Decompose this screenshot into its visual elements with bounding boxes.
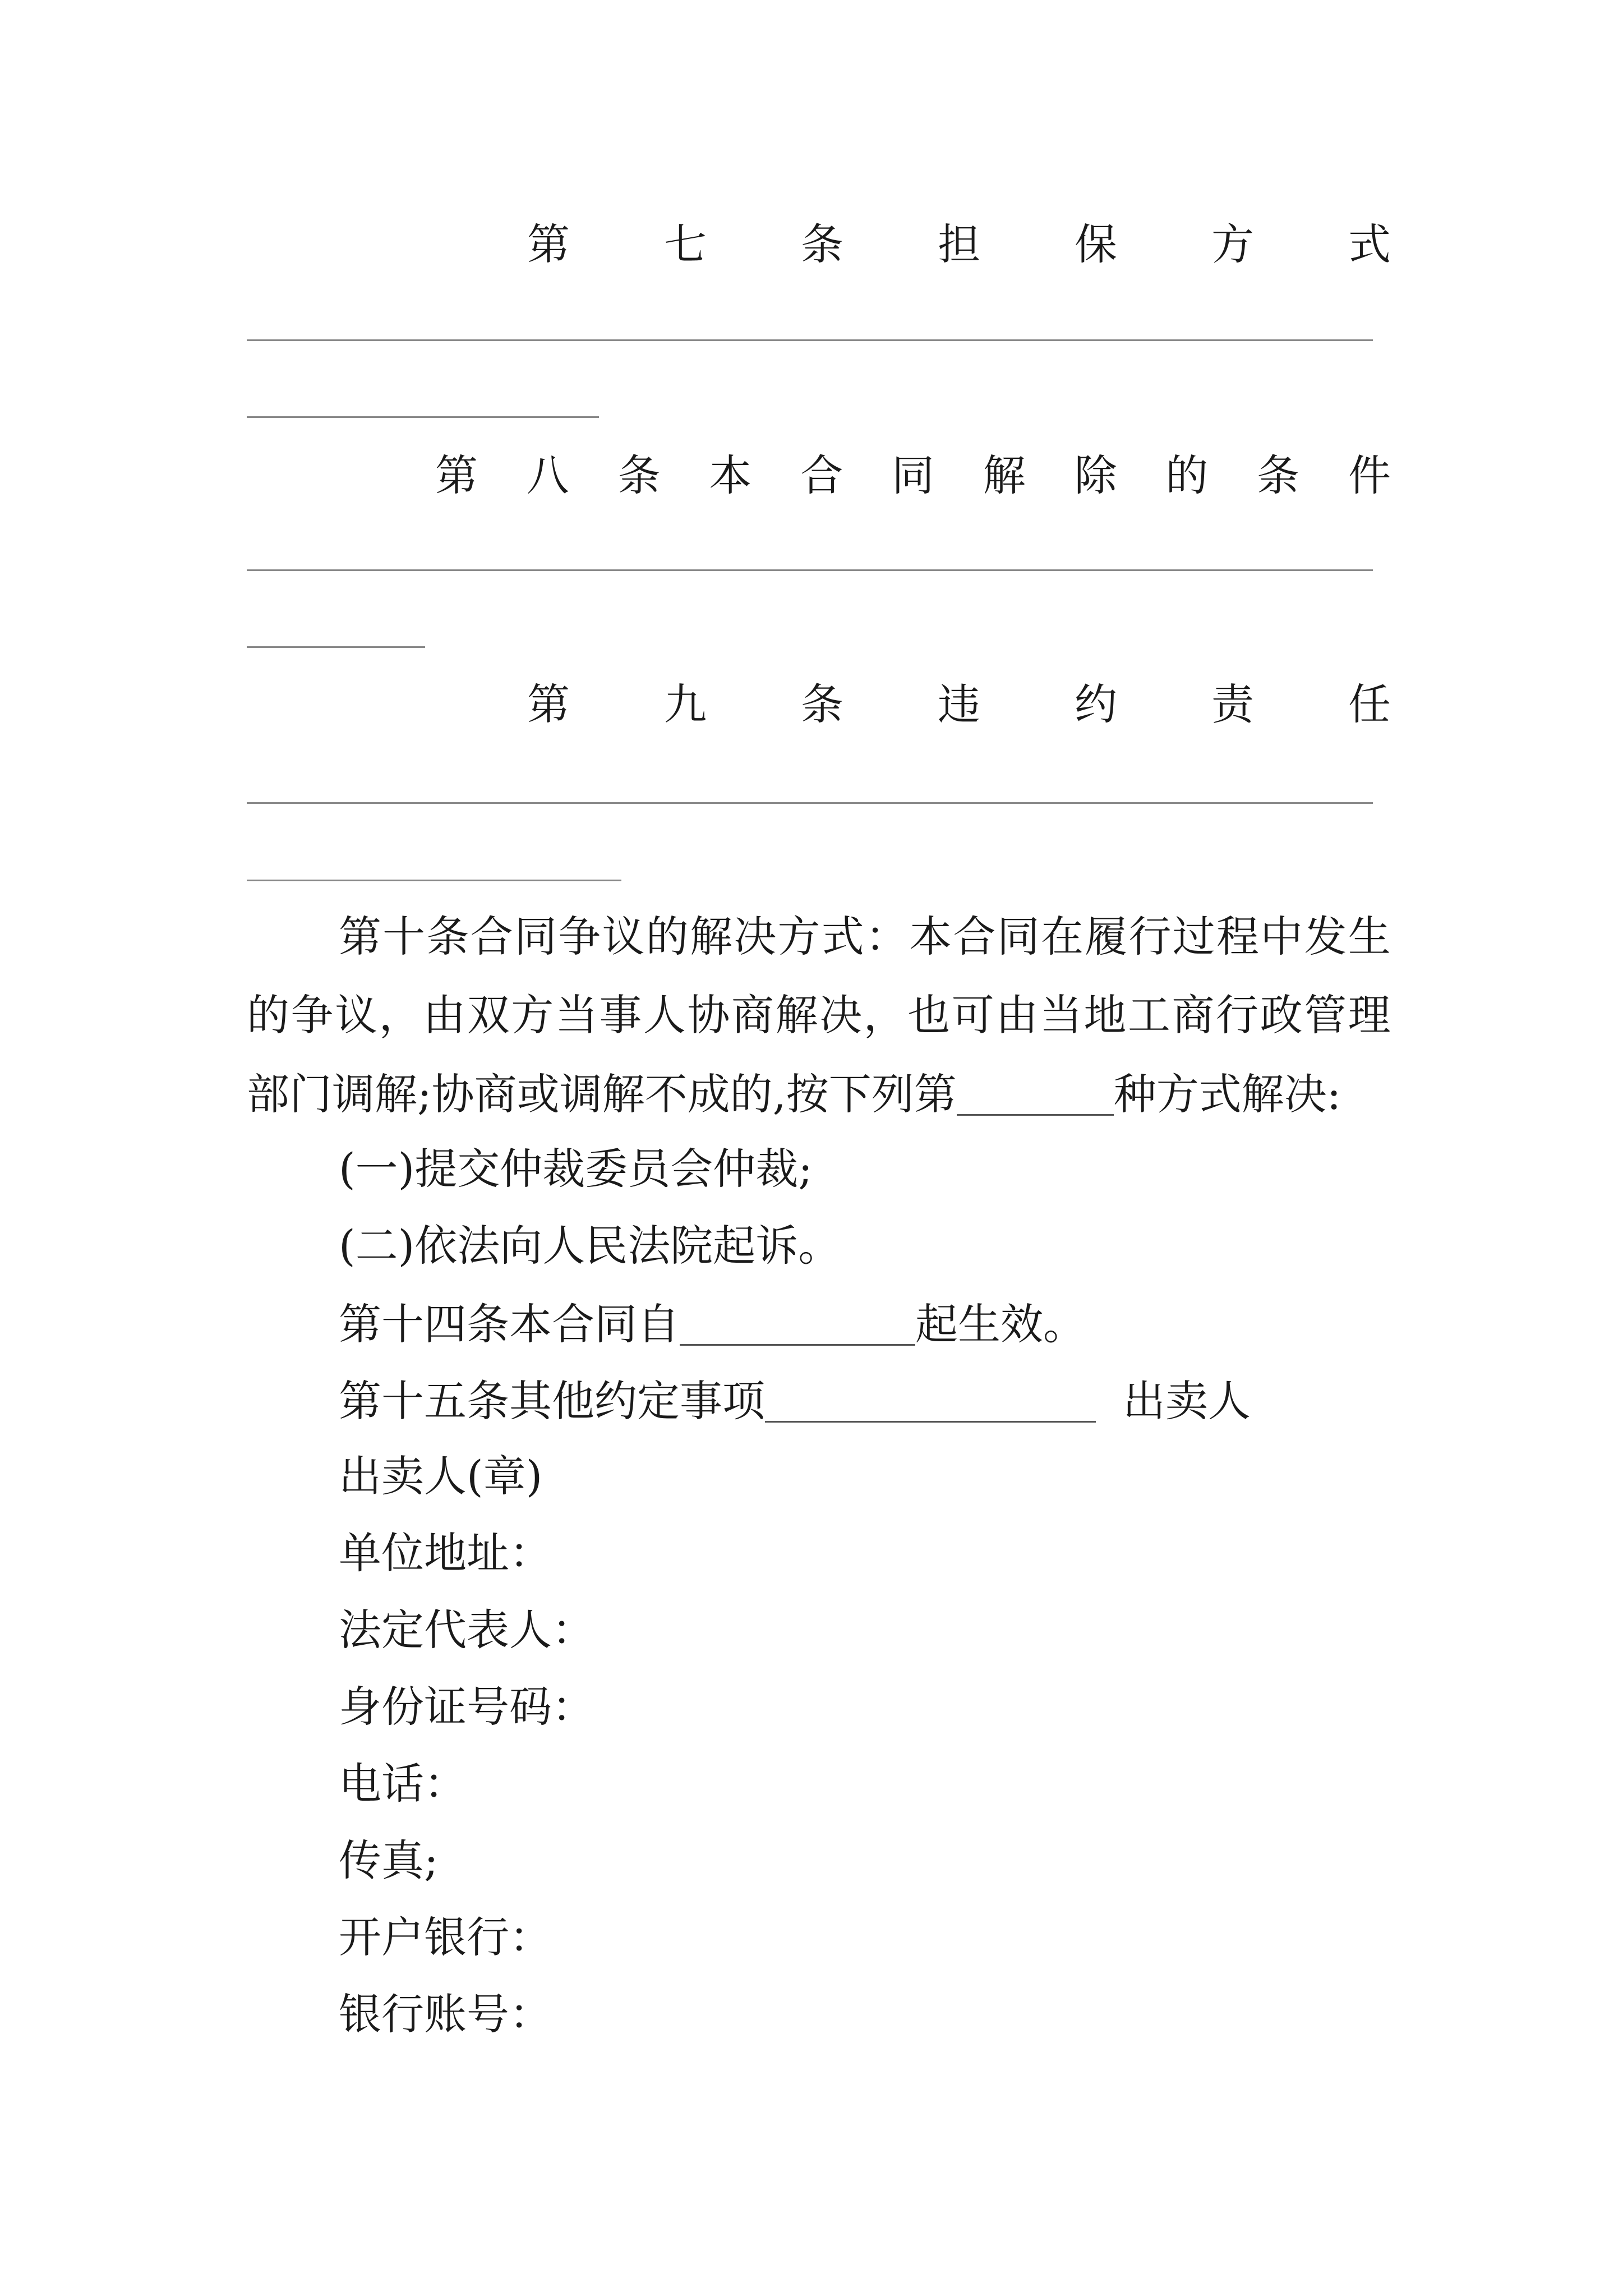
text-char: 商: [731, 990, 774, 1040]
heading-char: 式: [1348, 219, 1391, 269]
text-char: 决: [819, 990, 863, 1040]
option-arbitration: (一)提交仲裁委员会仲裁;: [339, 1144, 813, 1194]
text-char: 政: [1260, 990, 1303, 1040]
text-char: 争: [291, 990, 334, 1040]
text-char: 合: [470, 912, 513, 961]
heading-char: 责: [1211, 679, 1254, 729]
text-char: 履: [1085, 912, 1128, 961]
text-char: 中: [1260, 912, 1303, 961]
heading-char: 八: [526, 450, 569, 500]
article-15-before: 第十五条其他约定事项: [339, 1376, 765, 1426]
article-10-line-3-after: 种方式解决:: [1113, 1069, 1341, 1119]
article-14-before: 第十四条本合同自: [339, 1299, 680, 1349]
text-char: 可: [951, 990, 994, 1040]
article-10-line-3-before: 部门调解;协商或调解不成的,按下列第: [247, 1069, 957, 1119]
text-char: 解: [775, 990, 818, 1040]
text-char: ，: [379, 990, 422, 1040]
text-char: 也: [907, 990, 951, 1040]
article-9-heading: [527, 679, 1391, 729]
heading-char: 同: [891, 450, 934, 500]
heading-char: 保: [1075, 219, 1117, 269]
text-char: 第: [339, 912, 381, 961]
text-char: 方: [777, 912, 820, 961]
other-matters-blank[interactable]: [765, 1378, 1096, 1423]
text-char: 同: [997, 912, 1040, 961]
text-char: 本: [909, 912, 952, 961]
text-char: 议: [602, 912, 645, 961]
heading-char: 本: [709, 450, 752, 500]
article-14-after: 起生效。: [915, 1299, 1086, 1349]
text-char: 方: [511, 990, 554, 1040]
text-char: 十: [382, 912, 426, 961]
heading-char: 解: [983, 450, 1026, 500]
seller-id-number-label: 身份证号码：: [339, 1682, 594, 1732]
text-char: 当: [555, 990, 598, 1040]
text-char: 行: [1216, 990, 1259, 1040]
text-char: 合: [953, 912, 996, 961]
text-char: 行: [1128, 912, 1172, 961]
text-char: 当: [1039, 990, 1082, 1040]
heading-char: 任: [1348, 679, 1391, 729]
article-7-heading: [527, 219, 1391, 269]
text-char: 管: [1304, 990, 1347, 1040]
text-char: 决: [734, 912, 777, 961]
text-char: 人: [643, 990, 686, 1040]
text-char: 议: [335, 990, 378, 1040]
text-char: 协: [687, 990, 730, 1040]
text-char: 地: [1083, 990, 1127, 1040]
seller-bank-label: 开户银行：: [339, 1912, 552, 1962]
heading-char: 约: [1075, 679, 1117, 729]
heading-char: 条: [1257, 450, 1300, 500]
article-14: [339, 1299, 1086, 1349]
heading-char: 条: [617, 450, 661, 500]
seller-seal-label: 出卖人(章): [339, 1451, 543, 1501]
text-char: ，: [863, 990, 906, 1040]
text-char: 争: [558, 912, 601, 961]
heading-char: 第: [435, 450, 478, 500]
article-8-blank-line-2: [247, 646, 425, 648]
article-9-blank-line-1: [247, 802, 1373, 804]
article-7-blank-line-2: [247, 416, 599, 418]
article-7-blank-line-1: [247, 339, 1373, 341]
article-8-blank-line-1: [247, 569, 1373, 571]
seller-fax-label: 传真;: [339, 1835, 439, 1885]
effective-date-blank[interactable]: [680, 1301, 915, 1346]
heading-char: 合: [800, 450, 843, 500]
seller-phone-label: 电话：: [339, 1759, 467, 1809]
text-char: 商: [1172, 990, 1215, 1040]
article-8-heading: [435, 450, 1391, 500]
heading-char: 违: [938, 679, 980, 729]
article-10-line-1: [339, 912, 1391, 961]
heading-char: 第: [527, 219, 570, 269]
heading-char: 七: [664, 219, 707, 269]
text-char: 的: [645, 912, 689, 961]
text-char: 在: [1041, 912, 1083, 961]
heading-char: 的: [1165, 450, 1209, 500]
text-char: 式: [821, 912, 864, 961]
text-char: 事: [599, 990, 642, 1040]
text-char: 生: [1348, 912, 1391, 961]
text-char: ：: [865, 912, 908, 961]
text-char: 由: [995, 990, 1039, 1040]
article-15: [339, 1376, 1251, 1426]
text-char: 理: [1348, 990, 1391, 1040]
text-char: 双: [467, 990, 510, 1040]
text-char: 由: [423, 990, 466, 1040]
text-char: 同: [514, 912, 557, 961]
text-char: 程: [1216, 912, 1259, 961]
seller-account-label: 银行账号：: [339, 1989, 552, 2039]
text-char: 条: [426, 912, 469, 961]
text-char: 工: [1127, 990, 1170, 1040]
article-10-line-2: [247, 990, 1391, 1040]
heading-char: 件: [1348, 450, 1391, 500]
article-9-blank-line-2: [247, 880, 621, 881]
seller-address-label: 单位地址：: [339, 1528, 552, 1578]
heading-char: 担: [938, 219, 980, 269]
heading-char: 条: [801, 219, 843, 269]
option-lawsuit: (二)依法向人民法院起诉。: [339, 1221, 841, 1271]
article-15-after: 出卖人: [1123, 1376, 1251, 1426]
method-number-blank[interactable]: [957, 1071, 1114, 1116]
article-10-line-3: [247, 1069, 1391, 1119]
heading-char: 第: [527, 679, 570, 729]
text-char: 发: [1304, 912, 1347, 961]
text-char: 的: [247, 990, 289, 1040]
heading-char: 方: [1211, 219, 1254, 269]
heading-char: 条: [801, 679, 843, 729]
seller-legal-rep-label: 法定代表人：: [339, 1605, 594, 1655]
text-char: 解: [690, 912, 732, 961]
heading-char: 九: [664, 679, 707, 729]
heading-char: 除: [1074, 450, 1117, 500]
text-char: 过: [1172, 912, 1215, 961]
